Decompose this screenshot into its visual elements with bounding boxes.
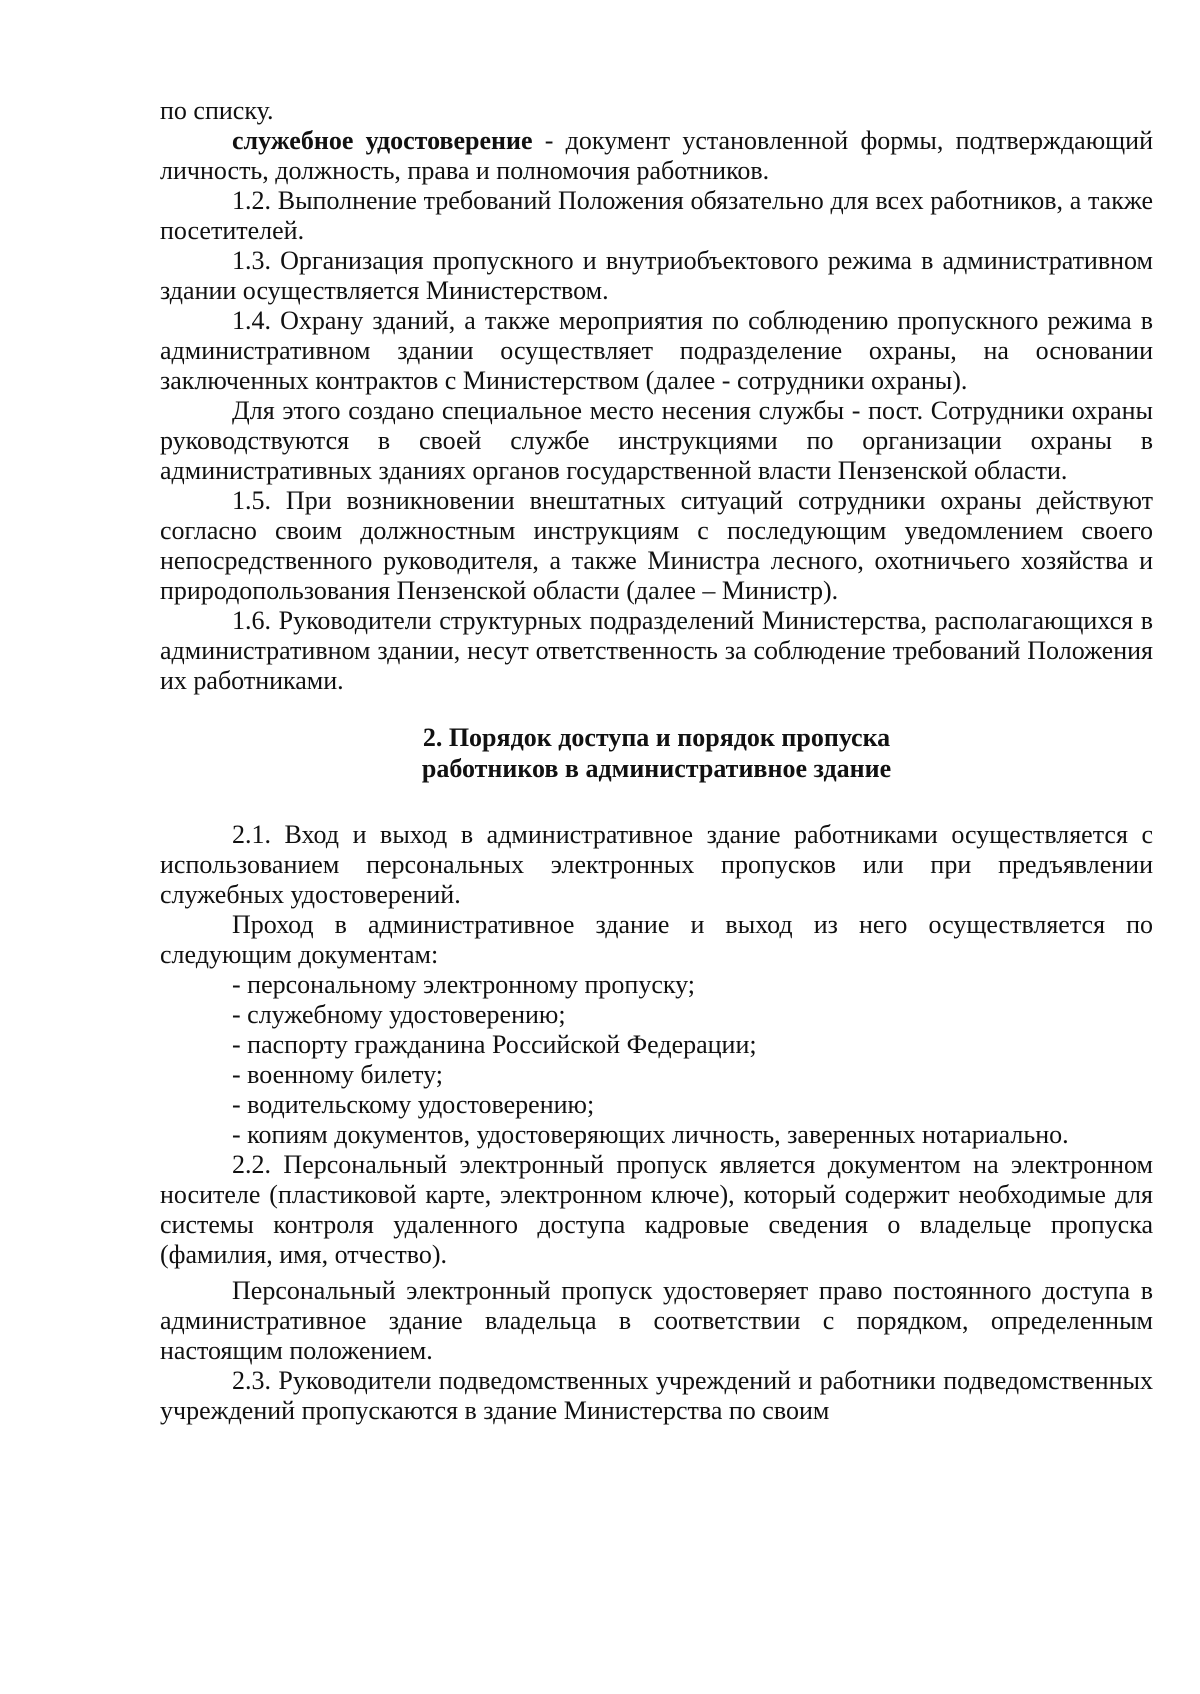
paragraph-documents-intro: Проход в административное здание и выход из него осуществляется по следующим документам:	[160, 910, 1153, 969]
paragraph-1-2: 1.2. Выполнение требований Положения обязательно для всех работников, а также посетителей.	[160, 186, 1153, 245]
paragraph-1-4: 1.4. Охрану зданий, а также мероприятия по соблюдению пропускного режима в административном здании осуществляет подразделение охраны, на основании заключенных контрактов с Министерством (далее - сотрудники охраны).	[160, 306, 1153, 395]
section-2-heading-line-2: работников в административное здание	[421, 754, 892, 783]
list-item-military-id: - военному билету;	[232, 1060, 443, 1089]
paragraph-1-5: 1.5. При возникновении внештатных ситуаций сотрудники охраны действуют согласно своим должностным инструкциям с последующим уведомлением своего непосредственного руководителя, а также Министра лесного, охотничьего хозяйства и природопользования Пензенской области (далее – Министр).	[160, 486, 1153, 605]
document-page	[160, 96, 1153, 1426]
list-item-passport: - паспорту гражданина Российской Федерации;	[232, 1030, 757, 1059]
paragraph-1-6: 1.6. Руководители структурных подразделений Министерства, располагающихся в административном здании, несут ответственность за соблюдение требований Положения их работниками.	[160, 606, 1153, 695]
paragraph-guard-post: Для этого создано специальное место несения службы - пост. Сотрудники охраны руководствуются в своей службе инструкциями по организации охраны в административных зданиях органов государственной власти Пензенской области.	[160, 396, 1153, 485]
paragraph-continuation: по списку.	[160, 96, 274, 125]
list-item-service-id: - служебному удостоверению;	[232, 1000, 566, 1029]
list-item-electronic-pass: - персональному электронному пропуску;	[232, 970, 696, 999]
term-service-id: служебное удостоверение	[232, 126, 533, 155]
paragraph-2-3: 2.3. Руководители подведомственных учреждений и работники подведомственных учреждений пропускаются в здание Министерства по своим	[160, 1366, 1153, 1425]
paragraph-definition-service-id	[160, 126, 1153, 186]
paragraph-pass-rights: Персональный электронный пропуск удостоверяет право постоянного доступа в административное здание владельца в соответствии с порядком, определенным настоящим положением.	[160, 1276, 1153, 1365]
list-item-notarized-copies: - копиям документов, удостоверяющих личность, заверенных нотариально.	[232, 1120, 1069, 1149]
list-item-driver-license: - водительскому удостоверению;	[232, 1090, 595, 1119]
definition-text: - документ установленной формы, подтверждающий личность, должность, права и полномочия работников.	[160, 126, 1153, 185]
paragraph-2-1: 2.1. Вход и выход в административное здание работниками осуществляется с использованием персональных электронных пропусков или при предъявлении служебных удостоверений.	[160, 820, 1153, 909]
paragraph-2-2: 2.2. Персональный электронный пропуск является документом на электронном носителе (пластиковой карте, электронном ключе), который содержит необходимые для системы контроля удаленного доступа кадровые сведения о владельце пропуска (фамилия, имя, отчество).	[160, 1150, 1153, 1269]
section-2-heading	[160, 722, 1153, 784]
paragraph-1-3: 1.3. Организация пропускного и внутриобъектового режима в административном здании осуществляется Министерством.	[160, 246, 1153, 305]
section-2-heading-line-1: 2. Порядок доступа и порядок пропуска	[422, 723, 891, 752]
